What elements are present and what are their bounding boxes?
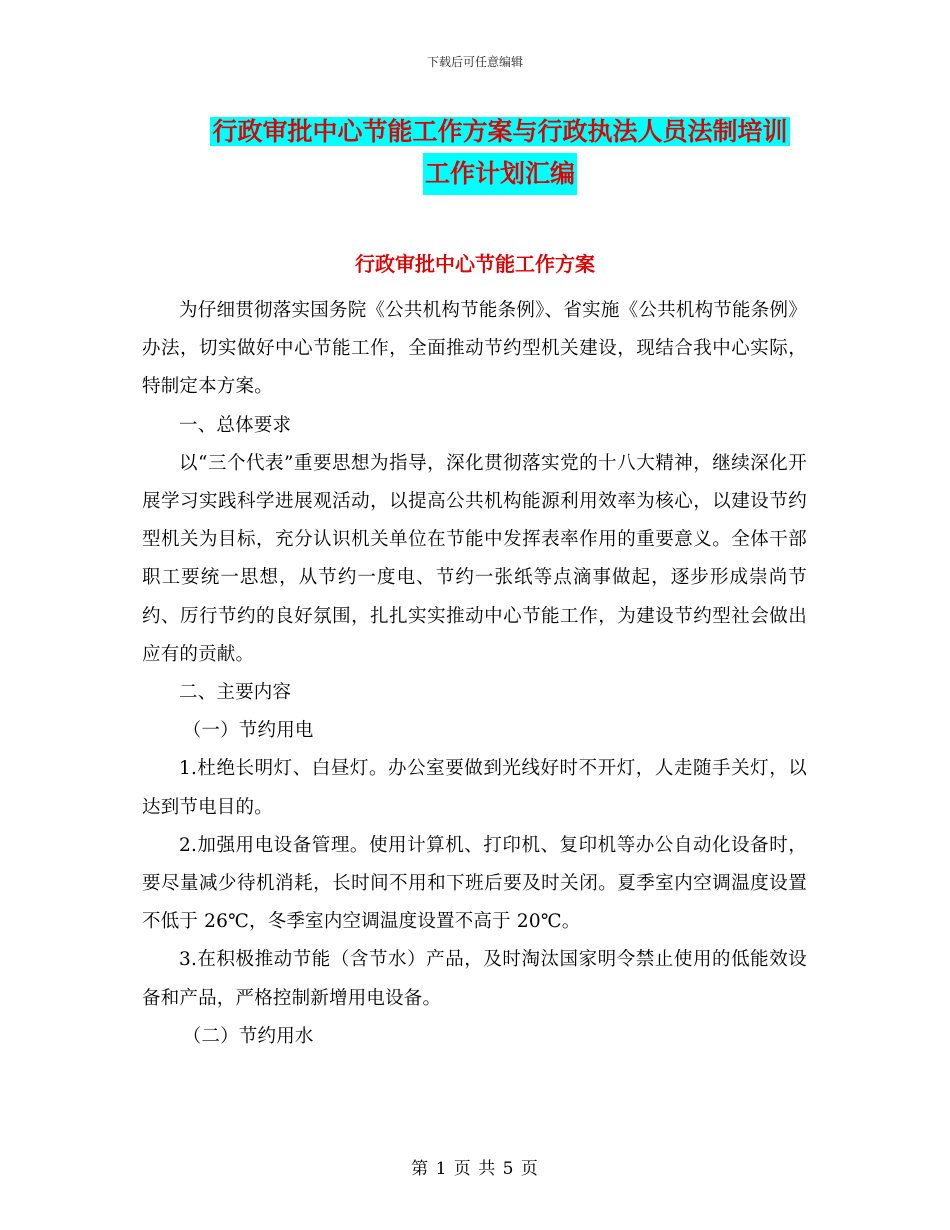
item-1: 1.杜绝长明灯、白昼灯。办公室要做到光线好时不开灯，人走随手关灯，以达到节电目的。: [142, 758, 807, 818]
page-number: 第 1 页 共 5 页: [411, 1159, 539, 1179]
title-line-1: 行政审批中心节能工作方案与行政执法人员法制培训: [212, 117, 788, 146]
paragraph-general-requirements: 以“三个代表”重要思想为指导，深化贯彻落实党的十八大精神，继续深化开展学习实践科学进展观活动，以提高公共机构能源利用效率为核心，以建设节约型机关为目标，充分认识机关单位在节能中发挥表率作用的重要意义。全体干部职工要统一思想，从节约一度电、节约一张纸等点滴事做起，逐步形成崇尚节约、厉行节约的良好氛围，扎扎实实推动中心节能工作，为建设节约型社会做出应有的贡献。: [142, 452, 807, 665]
document-body: [142, 292, 807, 1056]
document-title: [140, 111, 860, 195]
item-2: 2.加强用电设备管理。使用计算机、打印机、复印机等办公自动化设备时，要尽量减少待机消耗，长时间不用和下班后要及时关闭。夏季室内空调温度设置不低于 26℃，冬季室内空调温度设置不高于 20℃。: [142, 834, 807, 933]
item-3: 3.在积极推动节能（含节水）产品，及时淘汰国家明令禁止使用的低能效设备和产品，严格控制新增用电设备。: [142, 949, 807, 1009]
header-note: 下载后可任意编辑: [426, 55, 523, 69]
subheading-save-water: （二）节约用水: [182, 1025, 314, 1047]
title-line-2: 工作计划汇编: [423, 153, 577, 195]
subheading-save-electricity: （一）节约用电: [182, 720, 314, 742]
heading-general-requirements: 一、总体要求: [179, 414, 292, 436]
section-title: 行政审批中心节能工作方案: [355, 252, 595, 276]
heading-main-content: 二、主要内容: [179, 682, 292, 704]
paragraph-intro: 为仔细贯彻落实国务院《公共机构节能条例》、省实施《公共机构节能条例》办法，切实做好中心节能工作，全面推动节约型机关建设，现结合我中心实际，特制定本方案。: [142, 300, 807, 398]
